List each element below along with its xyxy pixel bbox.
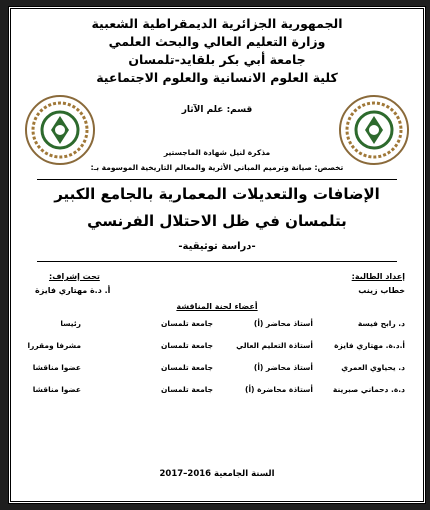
specialty-line: تخصص: صيانة وترميم المباني الأثرية والمعالم التاريخية الموسومة بـ: [90, 163, 344, 172]
student-name: خطاب زينب [358, 286, 405, 295]
member-name: د. يحياوي العمري [341, 363, 405, 372]
committee-heading: أعضاء لجنة المناقشة [176, 302, 258, 311]
member-role: عضوا مناقشا [32, 385, 81, 394]
member-role: عضوا مناقشا [32, 363, 81, 372]
member-university: جامعة تلمسان [160, 363, 213, 372]
member-name: د.ة. دحماني صبرينة [332, 385, 405, 394]
ministry-name: وزارة التعليم العالي والبحث العلمي [108, 34, 326, 49]
thesis-title-line2: بتلمسان في ظل الاحتلال الفرنسي [87, 212, 347, 230]
member-rank: أستاذة محاضرة (أ) [245, 385, 313, 394]
member-name: د. رابح فيسة [357, 319, 405, 328]
title-bottom-rule [37, 261, 397, 262]
title-top-rule [37, 179, 397, 180]
department-name: قسم: علم الآثار [181, 105, 253, 115]
republic-name: الجمهورية الجزائرية الديمقراطية الشعبية [91, 16, 343, 31]
member-role: مشرفا ومقررا [27, 341, 81, 350]
member-rank: أستاذ محاضر (أ) [253, 319, 313, 328]
member-university: جامعة تلمسان [160, 341, 213, 350]
member-university: جامعة تلمسان [160, 385, 213, 394]
study-type: -دراسة توثيقية- [178, 241, 256, 252]
committee-row [25, 385, 409, 399]
thesis-title-line1: الإضافات والتعديلات المعمارية بالجامع الكبير [54, 185, 380, 203]
committee-row [25, 341, 409, 355]
memo-label: مذكرة لنيل شهادة الماجستير [163, 148, 271, 157]
member-role: رئيسا [60, 319, 81, 328]
faculty-name: كلية العلوم الانسانية والعلوم الاجتماعية [96, 70, 338, 85]
member-university: جامعة تلمسان [160, 319, 213, 328]
thesis-cover-page [8, 6, 426, 504]
member-rank: أستاذ محاضر (أ) [253, 363, 313, 372]
committee-row [25, 363, 409, 377]
supervision-label: تحت إشراف: [49, 272, 100, 281]
member-name: أ.د.ة. مهتاري فايزة [334, 341, 405, 350]
committee-row [25, 319, 409, 333]
member-rank: أستاذة التعليم العالي [236, 341, 313, 350]
prepared-by-label: إعداد الطالبة: [351, 272, 405, 281]
supervisor-name: أ. د.ة مهتاري فايزة [35, 286, 111, 295]
academic-year: السنة الجامعية 2016–2017 [159, 469, 275, 479]
university-name: جامعة أبي بكر بلقايد-تلمسان [128, 52, 306, 67]
